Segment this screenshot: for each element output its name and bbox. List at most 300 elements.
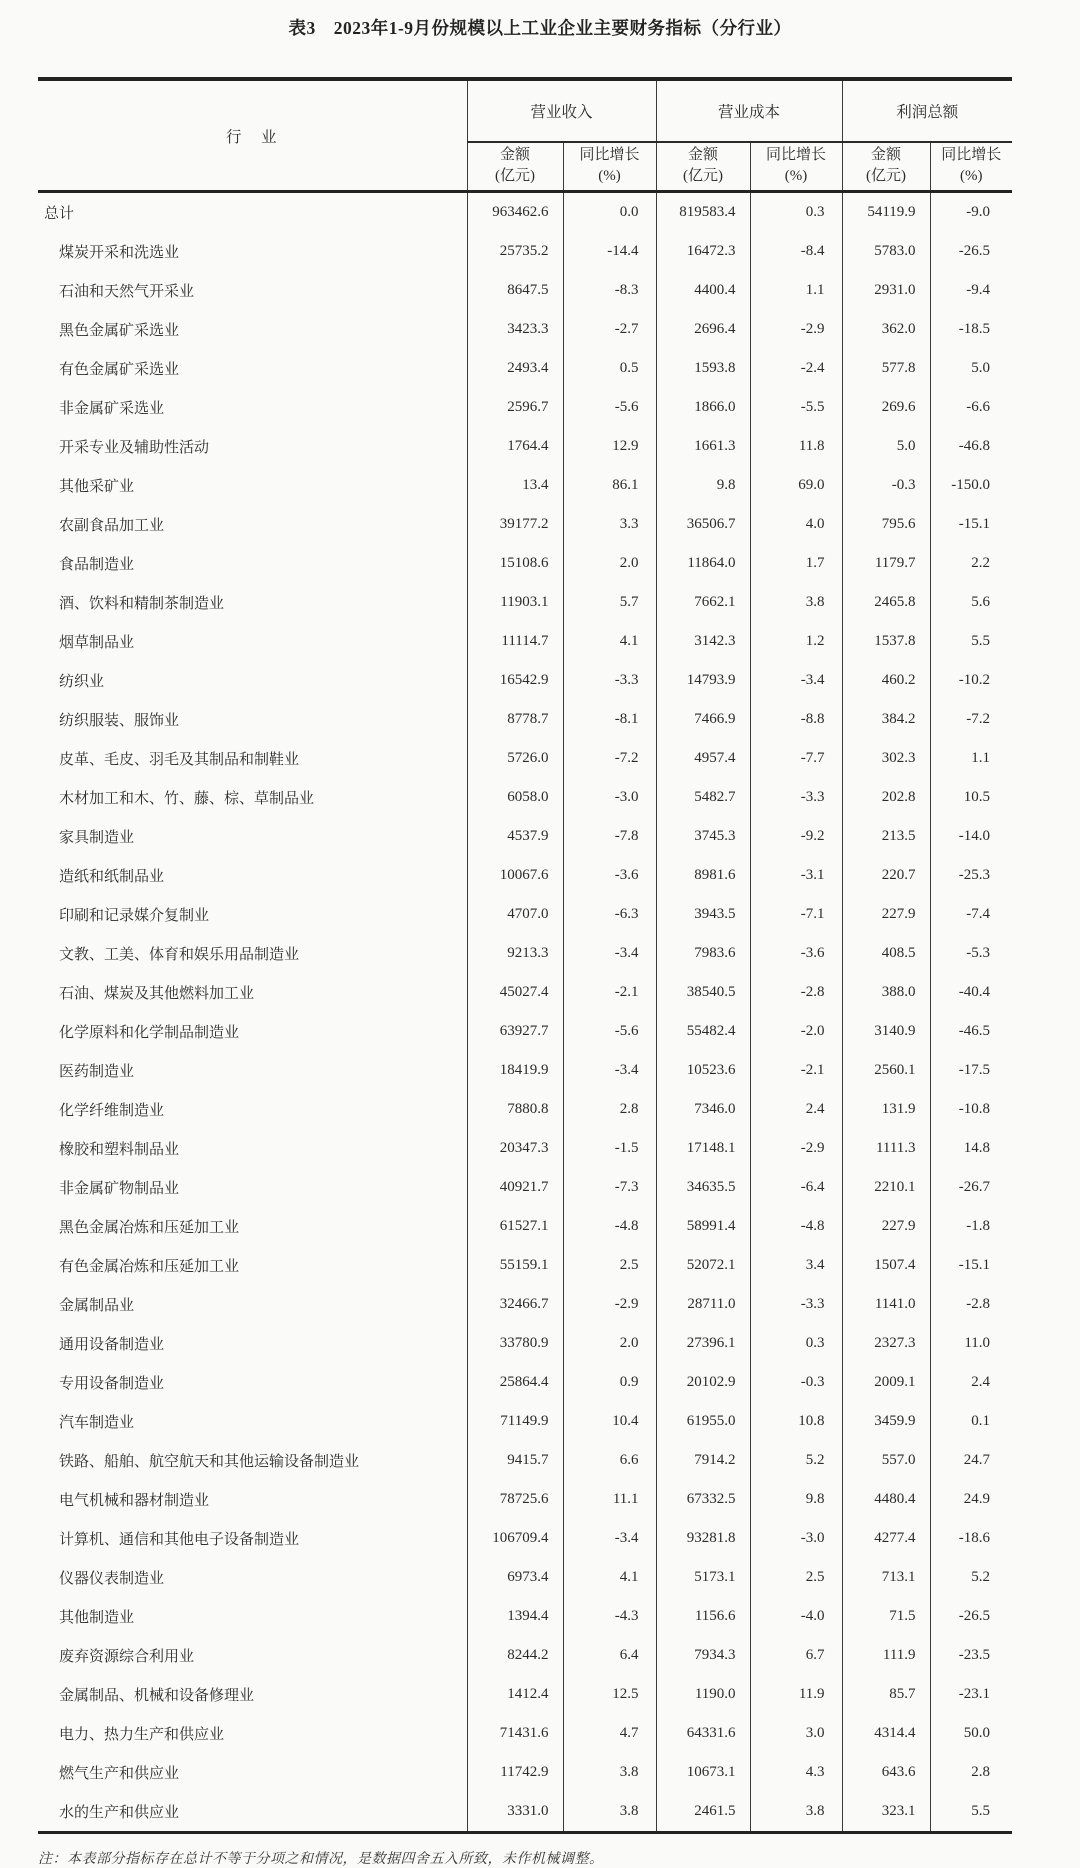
profit-growth-header [930,142,1012,192]
industry-name: 仪器仪表制造业 [59,1571,165,1587]
table-row [38,1402,1012,1441]
revenue-growth: -7.2 [563,739,656,778]
revenue-amount: 33780.9 [467,1324,563,1363]
cost-amount: 2696.4 [656,310,750,349]
amount-unit-label: (亿元) [495,168,535,184]
cost-amount: 1866.0 [656,388,750,427]
revenue-amount: 11114.7 [467,622,563,661]
revenue-growth: -5.6 [563,388,656,427]
cost-growth: 0.3 [750,1324,842,1363]
industry-name: 医药制造业 [59,1064,135,1080]
cost-amount: 36506.7 [656,505,750,544]
cost-amount: 7914.2 [656,1441,750,1480]
cost-amount: 11864.0 [656,544,750,583]
industry-name: 开采专业及辅助性活动 [59,440,210,456]
cost-growth: -2.4 [750,349,842,388]
profit-amount: 795.6 [842,505,930,544]
industry-name: 总计 [44,206,75,222]
cost-growth: 10.8 [750,1402,842,1441]
growth-unit-label: (%) [960,168,983,184]
revenue-amount: 13.4 [467,466,563,505]
profit-growth: 5.6 [930,583,1012,622]
profit-amount: 85.7 [842,1675,930,1714]
cost-growth: -0.3 [750,1363,842,1402]
industry-name: 木材加工和木、竹、藤、棕、草制品业 [59,791,315,807]
table-row [38,739,1012,778]
cost-amount: 27396.1 [656,1324,750,1363]
profit-amount: 5.0 [842,427,930,466]
cost-growth: -5.5 [750,388,842,427]
table-row [38,544,1012,583]
revenue-amount: 16542.9 [467,661,563,700]
revenue-amount: 6058.0 [467,778,563,817]
revenue-amount-header [467,142,563,192]
cost-growth: -3.1 [750,856,842,895]
profit-growth: -18.6 [930,1519,1012,1558]
profit-amount: -0.3 [842,466,930,505]
revenue-amount: 5726.0 [467,739,563,778]
profit-amount: 2327.3 [842,1324,930,1363]
revenue-growth: -2.1 [563,973,656,1012]
table-row [38,1246,1012,1285]
cost-amount: 819583.4 [656,192,750,233]
table-row [38,1324,1012,1363]
profit-amount: 1537.8 [842,622,930,661]
profit-amount: 408.5 [842,934,930,973]
cost-amount: 3142.3 [656,622,750,661]
revenue-amount: 11742.9 [467,1753,563,1792]
revenue-amount: 7880.8 [467,1090,563,1129]
profit-amount: 2465.8 [842,583,930,622]
profit-growth: -18.5 [930,310,1012,349]
revenue-growth: 12.9 [563,427,656,466]
table-row [38,192,1012,233]
revenue-growth: -7.3 [563,1168,656,1207]
cost-amount: 14793.9 [656,661,750,700]
amount-label: 金额 [871,147,902,163]
revenue-growth: -3.6 [563,856,656,895]
revenue-growth: -2.9 [563,1285,656,1324]
table-row [38,1714,1012,1753]
table-row [38,973,1012,1012]
table-title: 表3 2023年1-9月份规模以上工业企业主要财务指标（分行业） [288,18,792,38]
revenue-amount: 2596.7 [467,388,563,427]
revenue-amount: 45027.4 [467,973,563,1012]
table-row [38,817,1012,856]
group-header-operating-cost: 营业成本 [656,79,842,142]
cost-amount: 20102.9 [656,1363,750,1402]
profit-amount: 577.8 [842,349,930,388]
cost-growth: 1.2 [750,622,842,661]
cost-growth: 11.9 [750,1675,842,1714]
profit-amount: 388.0 [842,973,930,1012]
profit-amount: 323.1 [842,1792,930,1833]
profit-growth: 50.0 [930,1714,1012,1753]
profit-growth: -7.4 [930,895,1012,934]
table-row [38,1597,1012,1636]
amount-label: 金额 [499,147,530,163]
profit-growth: -26.5 [930,1597,1012,1636]
industry-name: 纺织服装、服饰业 [59,713,180,729]
profit-amount: 2560.1 [842,1051,930,1090]
cost-amount: 7466.9 [656,700,750,739]
industry-name: 计算机、通信和其他电子设备制造业 [59,1532,300,1548]
table-row [38,661,1012,700]
profit-growth: -9.0 [930,192,1012,233]
revenue-amount: 55159.1 [467,1246,563,1285]
cost-amount: 10673.1 [656,1753,750,1792]
cost-growth: -3.0 [750,1519,842,1558]
cost-amount: 38540.5 [656,973,750,1012]
revenue-growth: 4.1 [563,622,656,661]
industry-name: 家具制造业 [59,830,135,846]
industry-name: 化学纤维制造业 [59,1103,165,1119]
cost-growth: 1.1 [750,271,842,310]
industry-name: 专用设备制造业 [59,1376,165,1392]
industry-name: 金属制品业 [59,1298,135,1314]
profit-amount: 713.1 [842,1558,930,1597]
industry-name: 煤炭开采和洗选业 [59,245,180,261]
cost-growth: 9.8 [750,1480,842,1519]
revenue-growth: -3.4 [563,1519,656,1558]
profit-growth: 5.5 [930,622,1012,661]
cost-amount-header [656,142,750,192]
profit-amount: 1507.4 [842,1246,930,1285]
profit-amount: 227.9 [842,895,930,934]
profit-amount: 54119.9 [842,192,930,233]
table-row [38,466,1012,505]
table-row [38,856,1012,895]
cost-growth: -4.0 [750,1597,842,1636]
profit-growth: -5.3 [930,934,1012,973]
cost-growth: -3.3 [750,1285,842,1324]
table-row [38,1129,1012,1168]
revenue-growth: -14.4 [563,232,656,271]
revenue-amount: 63927.7 [467,1012,563,1051]
revenue-amount: 20347.3 [467,1129,563,1168]
cost-growth: -2.8 [750,973,842,1012]
cost-growth: 2.5 [750,1558,842,1597]
cost-amount: 7983.6 [656,934,750,973]
table-row [38,271,1012,310]
table-row [38,778,1012,817]
cost-growth: 4.3 [750,1753,842,1792]
growth-label: 同比增长 [579,147,640,163]
revenue-growth: 2.5 [563,1246,656,1285]
industry-name: 石油和天然气开采业 [59,284,195,300]
revenue-growth: -8.3 [563,271,656,310]
table-row [38,1207,1012,1246]
cost-growth: -2.1 [750,1051,842,1090]
table-row [38,1051,1012,1090]
table-row [38,1285,1012,1324]
revenue-amount: 71149.9 [467,1402,563,1441]
revenue-growth: 10.4 [563,1402,656,1441]
revenue-growth: 0.5 [563,349,656,388]
profit-growth: -2.8 [930,1285,1012,1324]
cost-growth: -4.8 [750,1207,842,1246]
profit-growth: -150.0 [930,466,1012,505]
profit-amount: 557.0 [842,1441,930,1480]
revenue-growth: 6.6 [563,1441,656,1480]
revenue-growth: -3.4 [563,934,656,973]
profit-amount: 269.6 [842,388,930,427]
revenue-amount: 10067.6 [467,856,563,895]
table-row [38,349,1012,388]
amount-unit-label: (亿元) [866,168,907,184]
revenue-growth: 3.8 [563,1792,656,1833]
profit-growth: -25.3 [930,856,1012,895]
cost-growth: 69.0 [750,466,842,505]
industry-name: 水的生产和供应业 [59,1805,180,1821]
cost-amount: 28711.0 [656,1285,750,1324]
profit-amount: 3459.9 [842,1402,930,1441]
revenue-growth: 4.1 [563,1558,656,1597]
profit-amount: 2931.0 [842,271,930,310]
cost-amount: 7346.0 [656,1090,750,1129]
cost-amount: 4400.4 [656,271,750,310]
cost-growth: 2.4 [750,1090,842,1129]
revenue-growth: 11.1 [563,1480,656,1519]
table-row [38,1753,1012,1792]
profit-amount: 384.2 [842,700,930,739]
cost-amount: 1190.0 [656,1675,750,1714]
profit-amount: 202.8 [842,778,930,817]
revenue-growth: 0.9 [563,1363,656,1402]
profit-amount: 1111.3 [842,1129,930,1168]
profit-amount: 220.7 [842,856,930,895]
table-row [38,310,1012,349]
industry-name: 非金属矿物制品业 [59,1181,180,1197]
cost-amount: 64331.6 [656,1714,750,1753]
cost-growth: 3.4 [750,1246,842,1285]
revenue-growth: 3.8 [563,1753,656,1792]
profit-amount: 4480.4 [842,1480,930,1519]
cost-amount: 17148.1 [656,1129,750,1168]
growth-label: 同比增长 [941,147,1002,163]
growth-unit-label: (%) [598,168,621,184]
table-row [38,895,1012,934]
industry-name: 纺织业 [59,674,105,690]
cost-growth: 4.0 [750,505,842,544]
profit-amount: 131.9 [842,1090,930,1129]
industry-name: 有色金属冶炼和压延加工业 [59,1259,240,1275]
profit-growth: 2.4 [930,1363,1012,1402]
industry-name: 燃气生产和供应业 [59,1766,180,1782]
industry-name: 铁路、船舶、航空航天和其他运输设备制造业 [59,1454,360,1470]
amount-label: 金额 [688,147,719,163]
revenue-amount: 963462.6 [467,192,563,233]
revenue-amount: 1412.4 [467,1675,563,1714]
revenue-growth: 0.0 [563,192,656,233]
profit-growth: -40.4 [930,973,1012,1012]
profit-amount: 302.3 [842,739,930,778]
industry-name: 食品制造业 [59,557,135,573]
revenue-amount: 9213.3 [467,934,563,973]
cost-growth: -2.9 [750,1129,842,1168]
profit-amount: 362.0 [842,310,930,349]
cost-amount: 4957.4 [656,739,750,778]
profit-growth: -6.6 [930,388,1012,427]
revenue-growth: 6.4 [563,1636,656,1675]
revenue-amount: 11903.1 [467,583,563,622]
table-row [38,1168,1012,1207]
cost-growth: -2.0 [750,1012,842,1051]
revenue-amount: 61527.1 [467,1207,563,1246]
profit-growth: -9.4 [930,271,1012,310]
revenue-growth: -8.1 [563,700,656,739]
revenue-amount: 78725.6 [467,1480,563,1519]
revenue-growth: -3.4 [563,1051,656,1090]
cost-amount: 52072.1 [656,1246,750,1285]
revenue-growth: 2.8 [563,1090,656,1129]
revenue-growth-header [563,142,656,192]
profit-growth: 5.5 [930,1792,1012,1833]
cost-amount: 7662.1 [656,583,750,622]
profit-growth: -15.1 [930,505,1012,544]
revenue-amount: 106709.4 [467,1519,563,1558]
profit-amount: 71.5 [842,1597,930,1636]
table-row [38,505,1012,544]
revenue-growth: 5.7 [563,583,656,622]
industry-name: 橡胶和塑料制品业 [59,1142,180,1158]
revenue-amount: 8647.5 [467,271,563,310]
revenue-amount: 4537.9 [467,817,563,856]
industry-name: 非金属矿采选业 [59,401,165,417]
table-row [38,1636,1012,1675]
cost-amount: 1156.6 [656,1597,750,1636]
table-row [38,388,1012,427]
table-row [38,1558,1012,1597]
table-row [38,622,1012,661]
profit-growth: 10.5 [930,778,1012,817]
cost-amount: 10523.6 [656,1051,750,1090]
cost-amount: 3943.5 [656,895,750,934]
group-header-total-profit: 利润总额 [842,79,1012,142]
industry-name: 电气机械和器材制造业 [59,1493,210,1509]
profit-amount-header [842,142,930,192]
profit-growth: -1.8 [930,1207,1012,1246]
table-row [38,583,1012,622]
profit-amount: 213.5 [842,817,930,856]
revenue-growth: 4.7 [563,1714,656,1753]
amount-unit-label: (亿元) [683,168,724,184]
cost-growth: -3.4 [750,661,842,700]
table-row [38,934,1012,973]
revenue-growth: -6.3 [563,895,656,934]
revenue-amount: 2493.4 [467,349,563,388]
revenue-amount: 1394.4 [467,1597,563,1636]
industry-name: 有色金属矿采选业 [59,362,180,378]
revenue-amount: 9415.7 [467,1441,563,1480]
group-header-operating-revenue: 营业收入 [467,79,656,142]
profit-amount: 5783.0 [842,232,930,271]
industry-name: 其他采矿业 [59,479,135,495]
profit-growth: 2.2 [930,544,1012,583]
industry-name: 其他制造业 [59,1610,135,1626]
profit-growth: -10.2 [930,661,1012,700]
profit-growth: -26.7 [930,1168,1012,1207]
profit-growth: 14.8 [930,1129,1012,1168]
cost-growth: -2.9 [750,310,842,349]
revenue-growth: 2.0 [563,1324,656,1363]
growth-label: 同比增长 [766,147,827,163]
profit-growth: 5.0 [930,349,1012,388]
profit-growth: 2.8 [930,1753,1012,1792]
cost-growth: -9.2 [750,817,842,856]
revenue-amount: 3423.3 [467,310,563,349]
revenue-growth: -5.6 [563,1012,656,1051]
table-body [38,192,1012,1833]
cost-amount: 1593.8 [656,349,750,388]
cost-amount: 9.8 [656,466,750,505]
revenue-amount: 25735.2 [467,232,563,271]
growth-unit-label: (%) [784,168,808,184]
cost-growth: -8.8 [750,700,842,739]
revenue-growth: 86.1 [563,466,656,505]
revenue-growth: -3.0 [563,778,656,817]
cost-amount: 1661.3 [656,427,750,466]
profit-growth: 11.0 [930,1324,1012,1363]
cost-amount: 16472.3 [656,232,750,271]
profit-amount: 4314.4 [842,1714,930,1753]
cost-amount: 55482.4 [656,1012,750,1051]
industry-name: 黑色金属冶炼和压延加工业 [59,1220,240,1236]
table-row [38,232,1012,271]
cost-amount: 7934.3 [656,1636,750,1675]
revenue-amount: 32466.7 [467,1285,563,1324]
industry-name: 印刷和记录媒介复制业 [59,908,210,924]
cost-amount: 2461.5 [656,1792,750,1833]
revenue-growth: 2.0 [563,544,656,583]
revenue-amount: 15108.6 [467,544,563,583]
profit-amount: 4277.4 [842,1519,930,1558]
revenue-growth: 12.5 [563,1675,656,1714]
profit-amount: 2009.1 [842,1363,930,1402]
cost-growth: 6.7 [750,1636,842,1675]
industry-name: 酒、饮料和精制茶制造业 [59,596,225,612]
profit-growth: -10.8 [930,1090,1012,1129]
table-row [38,1441,1012,1480]
revenue-growth: -4.3 [563,1597,656,1636]
table-row [38,427,1012,466]
industry-name: 化学原料和化学制品制造业 [59,1025,240,1041]
industry-name: 通用设备制造业 [59,1337,165,1353]
table-row [38,700,1012,739]
profit-growth: -46.5 [930,1012,1012,1051]
profit-growth: 0.1 [930,1402,1012,1441]
table-row [38,1480,1012,1519]
cost-amount: 5482.7 [656,778,750,817]
cost-growth: 5.2 [750,1441,842,1480]
profit-amount: 643.6 [842,1753,930,1792]
table-row [38,1792,1012,1833]
industry-name: 石油、煤炭及其他燃料加工业 [59,986,255,1002]
profit-growth: -7.2 [930,700,1012,739]
financial-indicators-table [38,77,1012,1834]
revenue-amount: 8778.7 [467,700,563,739]
cost-amount: 8981.6 [656,856,750,895]
industry-name: 金属制品、机械和设备修理业 [59,1688,255,1704]
industry-name: 皮革、毛皮、羽毛及其制品和制鞋业 [59,752,300,768]
profit-growth: 24.9 [930,1480,1012,1519]
industry-name: 烟草制品业 [59,635,135,651]
industry-name: 电力、热力生产和供应业 [59,1727,225,1743]
cost-amount: 58991.4 [656,1207,750,1246]
cost-amount: 93281.8 [656,1519,750,1558]
revenue-amount: 8244.2 [467,1636,563,1675]
revenue-growth: -2.7 [563,310,656,349]
